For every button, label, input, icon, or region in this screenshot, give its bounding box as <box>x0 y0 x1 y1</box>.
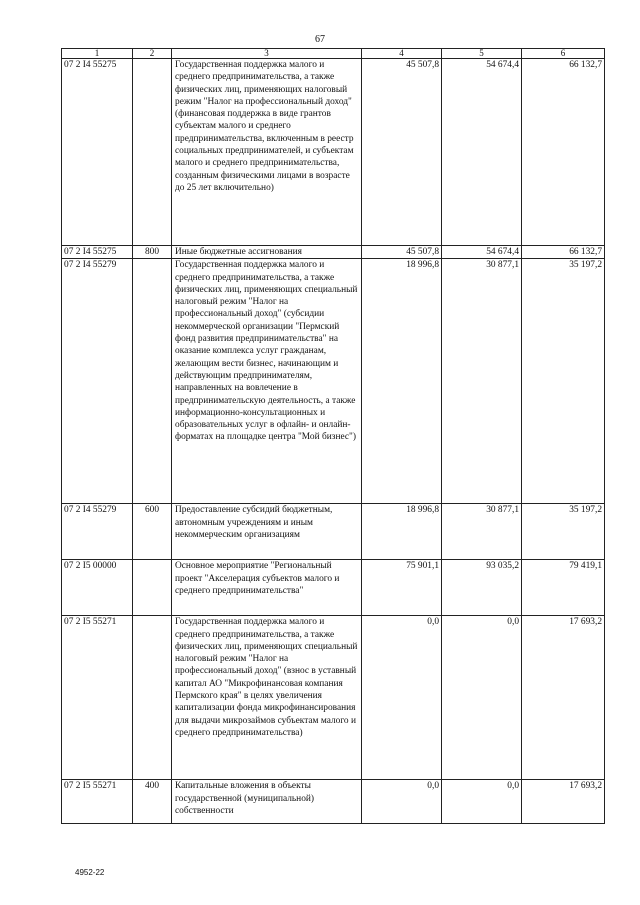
cell-value-2: 30 877,1 <box>442 259 522 504</box>
cell-name: Государственная поддержка малого и среднего предпринимательства, а также физических лиц, применяющих специальный налоговый режим "Налог на профессиональный доход" (взнос в уставный капитал АО "Микрофинансовая компания Пермского края" в целях увеличения капитализации фонда микрофинансирования для выдачи микрозаймов субъектам малого и среднего предпринимательства) <box>172 616 362 780</box>
cell-value-1: 0,0 <box>362 780 442 824</box>
header-col-4: 4 <box>362 49 442 59</box>
cell-name: Основное мероприятие "Региональный проект "Акселерация субъектов малого и среднего предпринимательства" <box>172 560 362 616</box>
cell-code: 07 2 I4 55275 <box>62 246 133 259</box>
cell-expense-type: 400 <box>133 780 172 824</box>
cell-name: Капитальные вложения в объекты государственной (муниципальной) собственности <box>172 780 362 824</box>
cell-value-2: 54 674,4 <box>442 246 522 259</box>
table-row <box>62 560 605 616</box>
cell-value-3: 35 197,2 <box>522 259 605 504</box>
cell-code: 07 2 I4 55279 <box>62 259 133 504</box>
header-col-6: 6 <box>522 49 605 59</box>
cell-name: Государственная поддержка малого и среднего предпринимательства, а также физических лиц, применяющих специальный налоговый режим "Налог на профессиональный доход" (субсидии некоммерческой организации "Пермский фонд развития предпринимательства" на оказание комплекса услуг гражданам, желающим вести бизнес, начинающим и действующим предпринимателям, направленных на вовлечение в предпринимательскую деятельность, а также информационно-консультационных и образовательных услуг в офлайн- и онлайн-форматах на площадке центра "Мой бизнес") <box>172 259 362 504</box>
cell-expense-type <box>133 259 172 504</box>
cell-code: 07 2 I4 55275 <box>62 59 133 246</box>
document-id: 4952-22 <box>75 868 105 877</box>
cell-value-3: 35 197,2 <box>522 504 605 560</box>
cell-value-3: 66 132,7 <box>522 246 605 259</box>
table-row <box>62 616 605 780</box>
table-header-row <box>62 49 605 59</box>
cell-value-1: 45 507,8 <box>362 59 442 246</box>
cell-expense-type <box>133 616 172 780</box>
cell-value-3: 79 419,1 <box>522 560 605 616</box>
cell-value-2: 0,0 <box>442 780 522 824</box>
cell-expense-type: 600 <box>133 504 172 560</box>
cell-expense-type <box>133 560 172 616</box>
table-row <box>62 780 605 824</box>
cell-name: Иные бюджетные ассигнования <box>172 246 362 259</box>
header-col-3: 3 <box>172 49 362 59</box>
cell-value-1: 18 996,8 <box>362 504 442 560</box>
header-col-2: 2 <box>133 49 172 59</box>
cell-value-2: 0,0 <box>442 616 522 780</box>
cell-expense-type <box>133 59 172 246</box>
cell-value-2: 93 035,2 <box>442 560 522 616</box>
cell-value-2: 30 877,1 <box>442 504 522 560</box>
header-col-5: 5 <box>442 49 522 59</box>
table-row <box>62 59 605 246</box>
cell-code: 07 2 I4 55279 <box>62 504 133 560</box>
cell-value-1: 75 901,1 <box>362 560 442 616</box>
cell-expense-type: 800 <box>133 246 172 259</box>
cell-name: Предоставление субсидий бюджетным, автономным учреждениям и иным некоммерческим организациям <box>172 504 362 560</box>
cell-code: 07 2 I5 00000 <box>62 560 133 616</box>
cell-code: 07 2 I5 55271 <box>62 616 133 780</box>
budget-table <box>61 48 605 824</box>
header-col-1: 1 <box>62 49 133 59</box>
cell-code: 07 2 I5 55271 <box>62 780 133 824</box>
table-row <box>62 504 605 560</box>
cell-value-3: 17 693,2 <box>522 616 605 780</box>
cell-name: Государственная поддержка малого и среднего предпринимательства, а также физических лиц, применяющих налоговый режим "Налог на профессиональный доход" (финансовая поддержка в виде грантов субъектам малого и среднего предпринимательства, включенным в реестр социальных предпринимателей, и субъектам малого и среднего предпринимательства, созданным физическими лицами в возрасте до 25 лет включительно) <box>172 59 362 246</box>
page-number: 67 <box>315 34 325 45</box>
cell-value-1: 0,0 <box>362 616 442 780</box>
table-row <box>62 246 605 259</box>
table-row <box>62 259 605 504</box>
cell-value-2: 54 674,4 <box>442 59 522 246</box>
cell-value-1: 18 996,8 <box>362 259 442 504</box>
cell-value-3: 17 693,2 <box>522 780 605 824</box>
cell-value-3: 66 132,7 <box>522 59 605 246</box>
cell-value-1: 45 507,8 <box>362 246 442 259</box>
